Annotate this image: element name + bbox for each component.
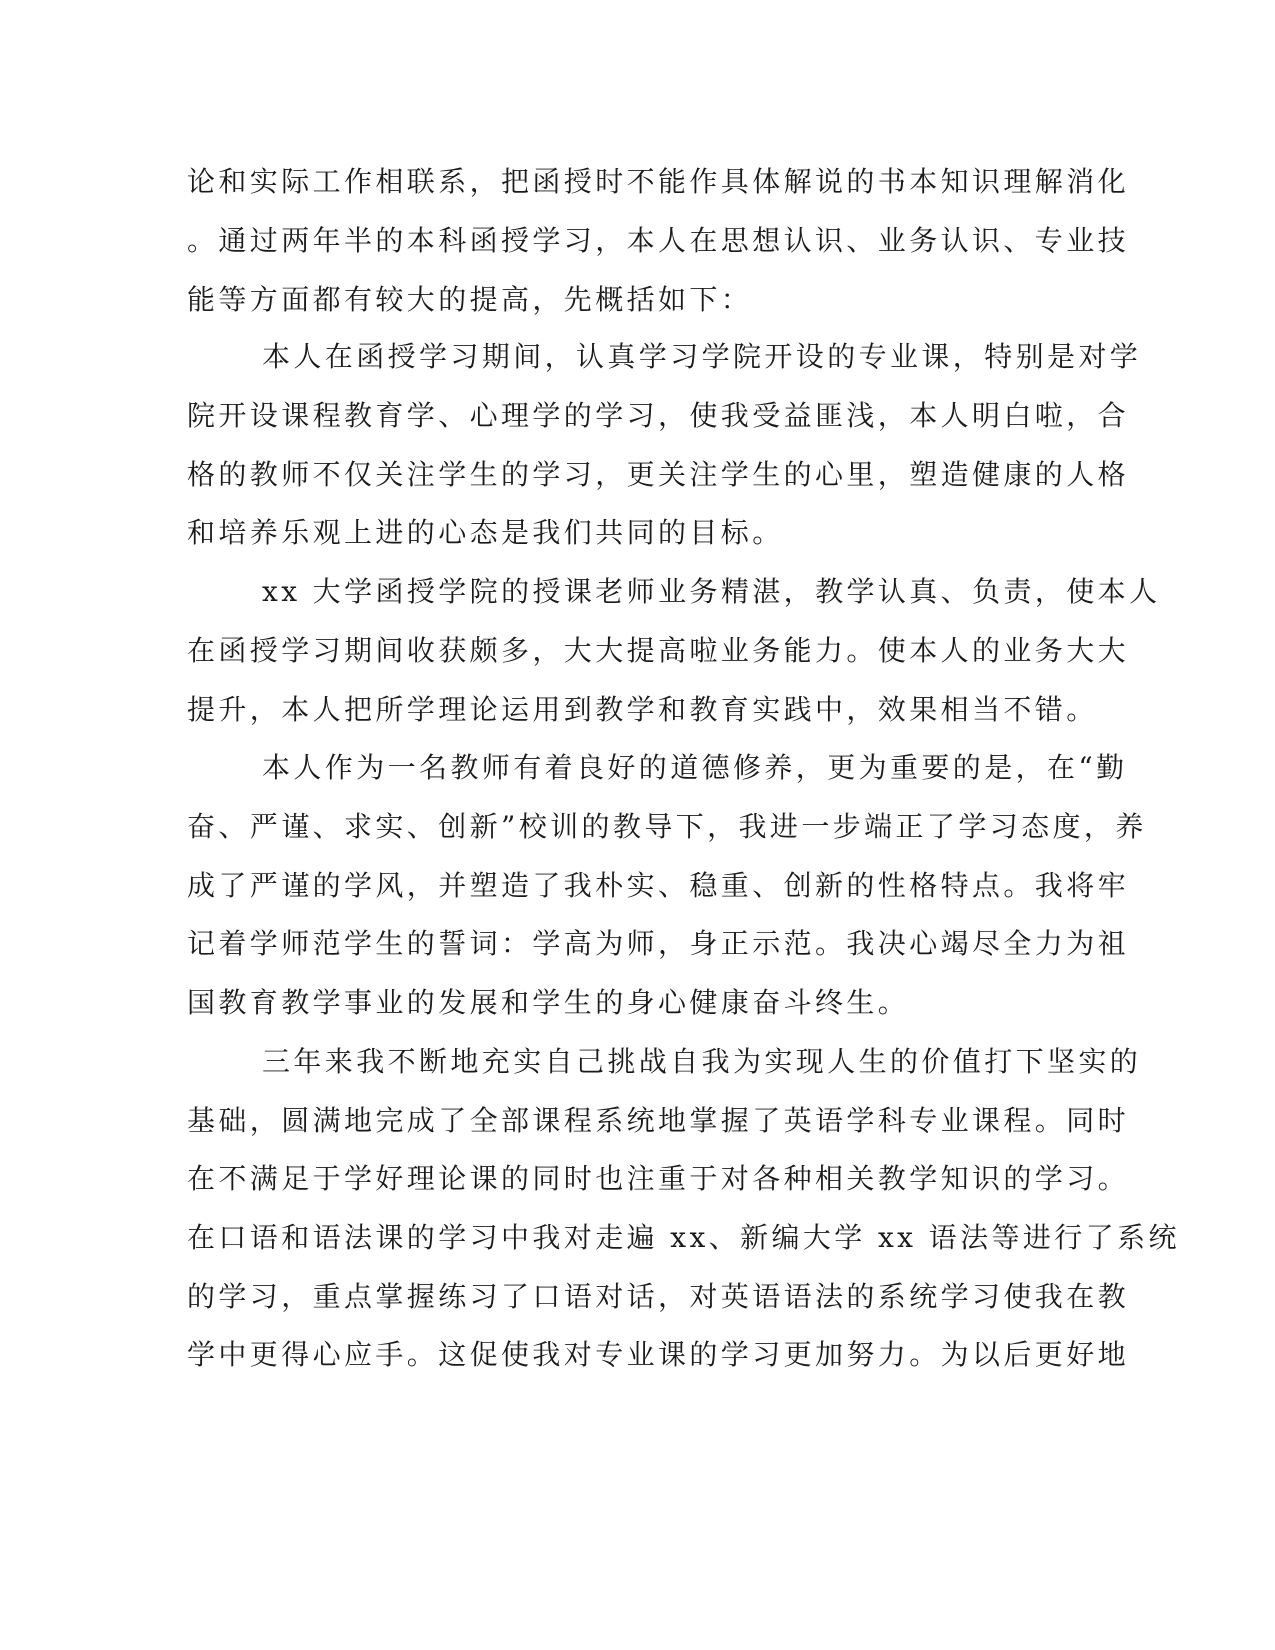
- text-line: 和培养乐观上进的心态是我们共同的目标。: [187, 516, 784, 549]
- text-line: 论和实际工作相联系，把函授时不能作具体解说的书本知识理解消化: [187, 165, 1130, 198]
- text-line: 国教育教学事业的发展和学生的身心健康奋斗终生。: [187, 986, 910, 1019]
- text-line: 在函授学习期间收获颇多，大大提高啦业务能力。使本人的业务大大: [187, 634, 1130, 667]
- paragraph-first-line: 本人作为一名教师有着良好的道德修养，更为重要的是，在“勤: [262, 751, 1128, 784]
- text-line: 在不满足于学好理论课的同时也注重于对各种相关教学知识的学习。: [187, 1162, 1130, 1195]
- paragraph-first-line: xx 大学函授学院的授课老师业务精湛，教学认真、负责，使本人: [262, 575, 1161, 608]
- text-line: 的学习，重点掌握练习了口语对话，对英语语法的系统学习使我在教: [187, 1280, 1130, 1313]
- text-line: 成了严谨的学风，并塑造了我朴实、稳重、创新的性格特点。我将牢: [187, 869, 1130, 902]
- paragraph-first-line: 三年来我不断地充实自己挑战自我为实现人生的价值打下坚实的: [262, 1045, 1142, 1078]
- paragraph-first-line: 本人在函授学习期间，认真学习学院开设的专业课，特别是对学: [262, 340, 1142, 373]
- text-line: 格的教师不仅关注学生的学习，更关注学生的心里，塑造健康的人格: [187, 458, 1130, 491]
- text-line: 基础，圆满地完成了全部课程系统地掌握了英语学科专业课程。同时: [187, 1104, 1130, 1137]
- text-line: 奋、严谨、求实、创新”校训的教导下，我进一步端正了学习态度，养: [187, 810, 1147, 843]
- text-line: 学中更得心应手。这促使我对专业课的学习更加努力。为以后更好地: [187, 1338, 1130, 1371]
- text-line: 提升，本人把所学理论运用到教学和教育实践中，效果相当不错。: [187, 693, 1098, 726]
- text-line: 。通过两年半的本科函授学习，本人在思想认识、业务认识、专业技: [187, 224, 1130, 257]
- text-line: 记着学师范学生的誓词：学高为师，身正示范。我决心竭尽全力为祖: [187, 927, 1130, 960]
- text-line: 院开设课程教育学、心理学的学习，使我受益匪浅，本人明白啦，合: [187, 399, 1130, 432]
- text-line: 在口语和语法课的学习中我对走遍 xx、新编大学 xx 语法等进行了系统: [187, 1221, 1180, 1254]
- text-line: 能等方面都有较大的提高，先概括如下：: [187, 283, 753, 316]
